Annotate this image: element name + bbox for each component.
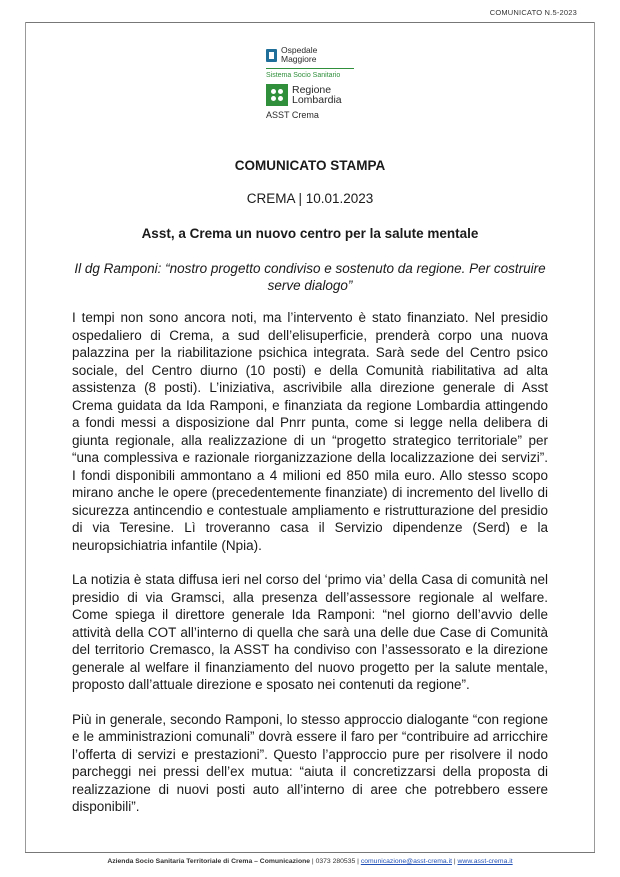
document-title: COMUNICATO STAMPA (234, 158, 386, 173)
ospedale-line2: Maggiore (281, 54, 317, 64)
paragraph: La notizia è stata diffusa ieri nel corso del ‘primo via’ della Casa di comunità nel presidio di via Gramsci, alla presenza dell’assessore regionale al welfare. Come spiega il direttore generale Ida Ramponi: “nel giorno dell’avvio delle attività della COT all’interno di quella che sarà una delle due Case di Comunità del territorio Cremasco, la ASST ha condiviso con l’assessorato e la direzione generale al welfare il finanziamento del nuovo progetto per la salute mentale, proposto dall’attuale direzione e sposato nei contenuti da regione”. (72, 572, 548, 692)
regione-logo (266, 84, 376, 106)
left-border (25, 22, 26, 852)
sistema-label: Sistema Socio Sanitario (266, 72, 341, 79)
hospital-icon (266, 49, 277, 62)
top-rule (25, 22, 595, 23)
document-code: COMUNICATO N.5-2023 (489, 8, 577, 17)
footer-email-link[interactable]: comunicazione@asst-crema.it (360, 858, 452, 865)
asst-label: ASST Crema (266, 110, 319, 120)
regione-lombardia-icon (266, 84, 288, 106)
ospedale-line1: Ospedale (281, 45, 318, 55)
dateline: CREMA | 10.01.2023 (246, 191, 374, 206)
paragraph: Più in generale, secondo Ramponi, lo stesso approccio dialogante “con regione e le amministrazioni comunali” dovrà essere il faro per “contribuire ad arricchire l’offerta di servizi e prestazioni”. Questo l’approccio pure per risolvere il nodo parcheggi nei pressi dell’ex mutua: “aiuta il concretizzarsi della proposta di realizzazione di nuovi posti auto all’interno di aree che potrebbero essere disponibili”. (72, 711, 548, 814)
right-border (594, 22, 595, 852)
footer-separator: | (453, 858, 456, 865)
regione-line2: Lombardia (292, 94, 342, 106)
footer-website-link[interactable]: www.asst-crema.it (457, 858, 513, 865)
footer (0, 858, 620, 865)
logo-block (266, 46, 376, 120)
footer-separator: | (357, 858, 359, 865)
ospedale-logo (266, 46, 376, 64)
subheadline: Il dg Ramponi: “nostro progetto condiviso e sostenuto da regione. Per costruire serve dialogo” (74, 261, 546, 293)
footer-org: Azienda Socio Sanitaria Territoriale di Crema – Comunicazione (107, 858, 311, 865)
logo-divider (266, 68, 354, 69)
footer-phone: 0373 280535 (315, 858, 356, 865)
bottom-rule (25, 852, 595, 853)
regione-line1: Regione (292, 83, 332, 96)
headline: Asst, a Crema un nuovo centro per la salute mentale (141, 226, 479, 241)
paragraph: I tempi non sono ancora noti, ma l’intervento è stato finanziato. Nel presidio ospedaliero di Crema, a sud dell’elisuperficie, prenderà corpo una nuova palazzina per la riabilitazione psichica integrata. Sarà sede del Centro psico sociale, del Centro diurno (10 posti) e della Comunità riabilitativa ad alta assistenza (8 posti). L’iniziativa, ascrivibile alla direzione generale di Asst Crema guidata da Ida Ramponi, e finanziata da regione Lombardia attingendo a fondi messi a disposizione dal Pnrr punta, come si legge nella delibera di giunta regionale, alla realizzazione di un “progetto strategico territoriale” per “una complessiva e razionale riorganizzazione della localizzazione dei servizi”. I fondi disponibili ammontano a 4 milioni ed 850 mila euro. Allo stesso scopo mirano anche le opere (precedentemente finanziate) di incremento del livello di sicurezza antincendio e contestuale ampliamento e ristrutturazione del presidio di via Teresine. Lì troveranno casa il Servizio dipendenze (Serd) e la neuropsichiatria infantile (Npia). (72, 310, 548, 553)
footer-separator: | (311, 858, 314, 865)
article-body (72, 309, 548, 833)
